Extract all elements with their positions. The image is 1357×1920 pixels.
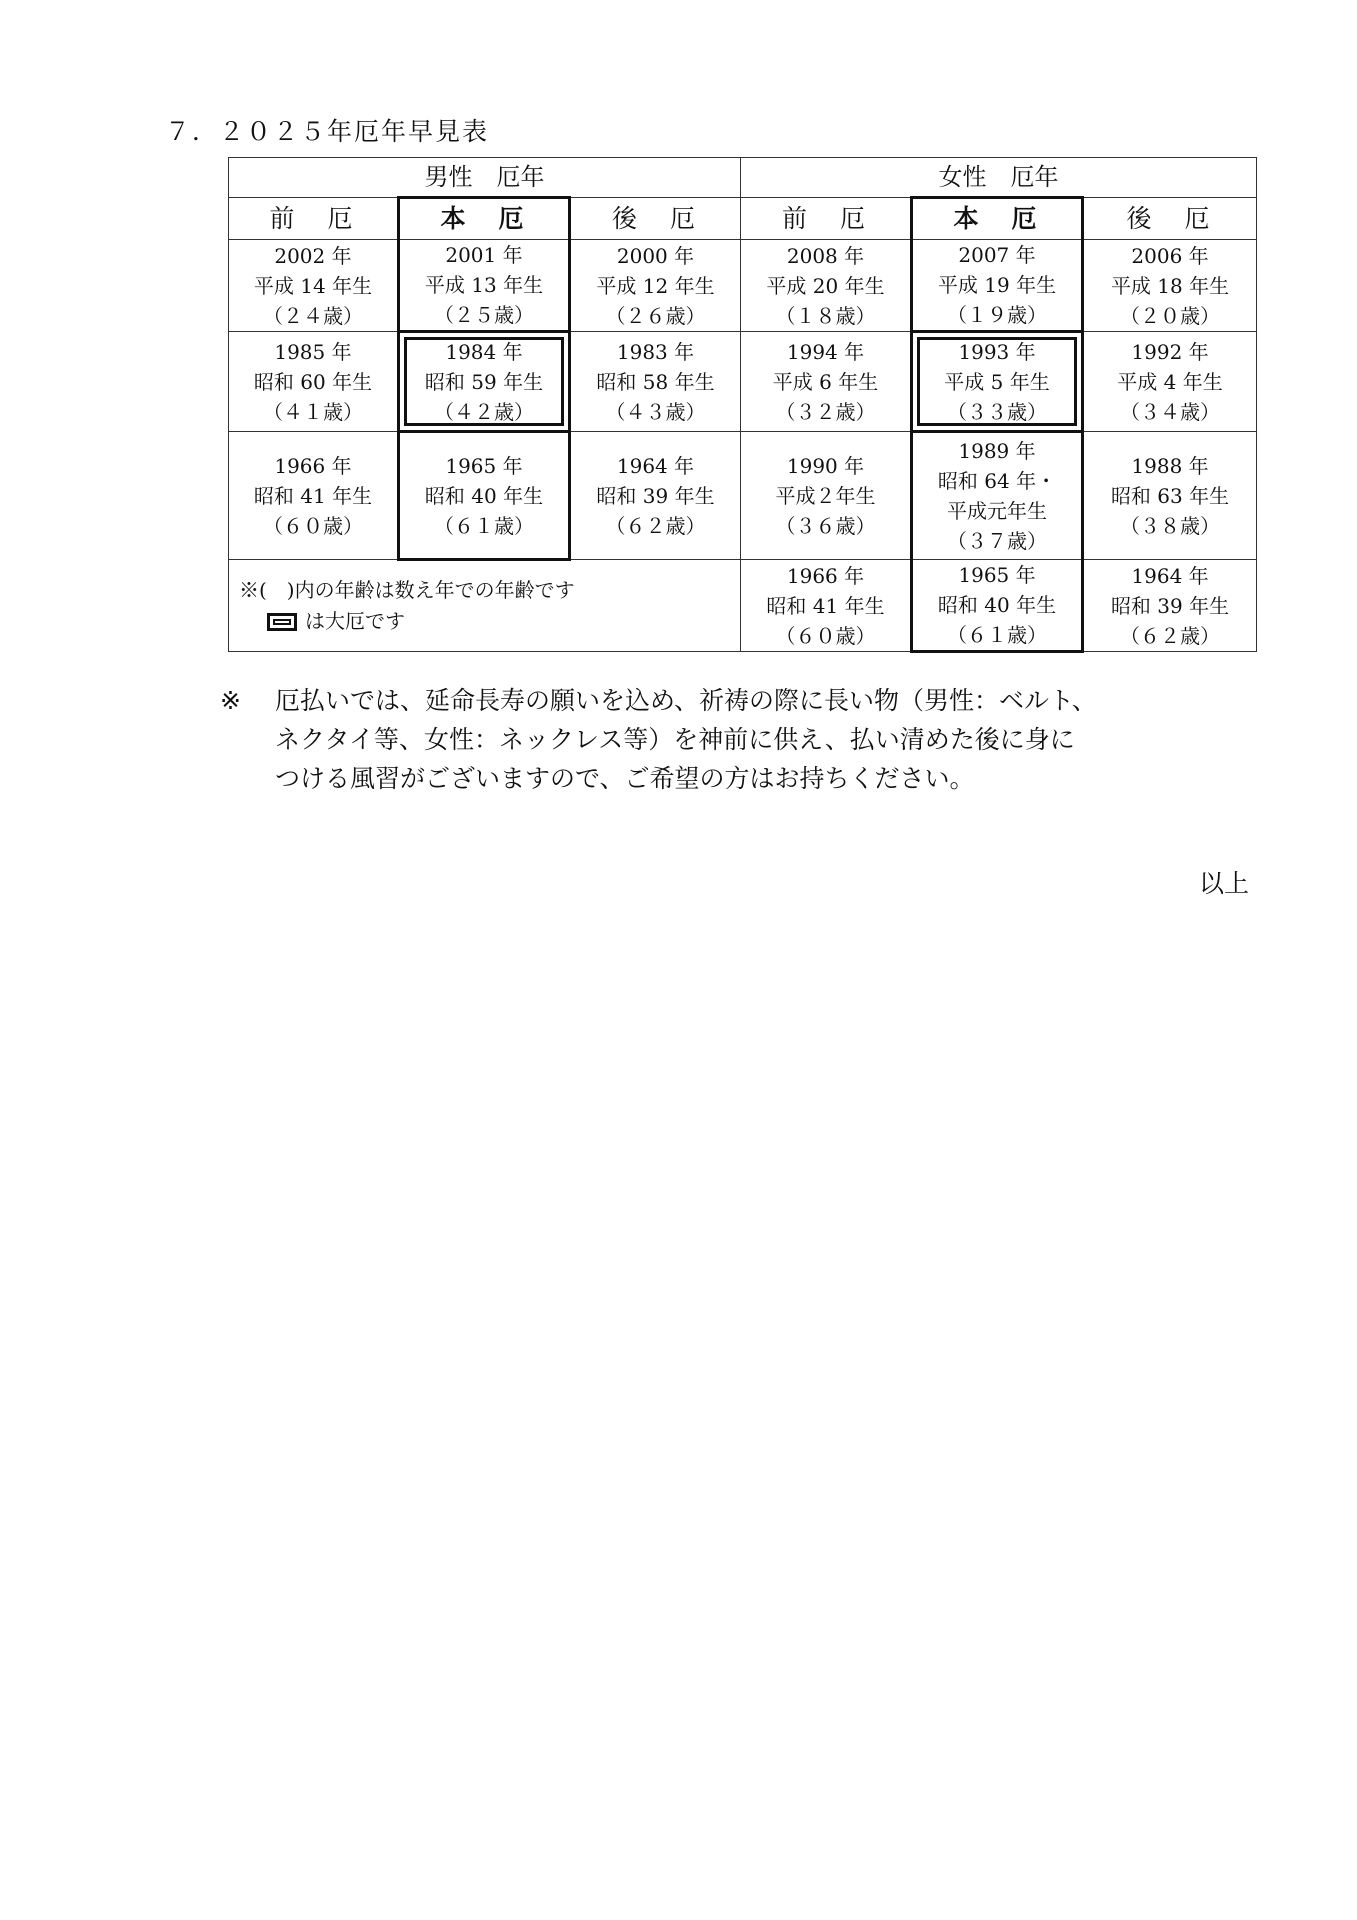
table-row [229,560,1257,652]
male-ato-yaku-label: 後 厄 [570,198,741,240]
table-cell: 2000 年 平成 12 年生 （２６歳） [570,240,741,332]
male-header: 男性 厄年 [229,158,741,198]
yakudoshi-table [228,157,1257,653]
table-cell: 1966 年 昭和 41 年生 （６０歳） [741,560,912,652]
table-cell: 1988 年 昭和 63 年生 （３８歳） [1083,432,1257,560]
table-cell: 2006 年 平成 18 年生 （２０歳） [1083,240,1257,332]
female-header: 女性 厄年 [741,158,1257,198]
table-row [229,332,1257,432]
taiyaku-cell: 1993 年 平成 5 年生 （３３歳） [912,332,1083,432]
female-mae-yaku-label: 前 厄 [741,198,912,240]
table-cell: 1965 年 昭和 40 年生 （６１歳） [399,432,570,560]
remark-line: ネクタイ等、女性：ネックレス等）を神前に供え、払い清めた後に身に [275,725,1075,754]
female-hon-yaku-label: 本 厄 [912,198,1083,240]
table-cell: 1964 年 昭和 39 年生 （６２歳） [570,432,741,560]
taiyaku-cell: 1984 年 昭和 59 年生 （４２歳） [399,332,570,432]
table-row [229,240,1257,332]
table-cell: 1983 年 昭和 58 年生 （４３歳） [570,332,741,432]
male-mae-yaku-label: 前 厄 [229,198,399,240]
table-cell: 1965 年 昭和 40 年生 （６１歳） [912,560,1083,652]
closing-text: 以上 [1199,869,1250,898]
note-age-explanation: ※( )内の年齢は数え年での年齢です [239,578,575,602]
male-hon-yaku-label: 本 厄 [399,198,570,240]
table-cell: 2002 年 平成 14 年生 （２４歳） [229,240,399,332]
remark-line: 厄払いでは、延命長寿の願いを込め、祈祷の際に長い物（男性：ベルト、 [275,686,1097,715]
table-cell: 2001 年 平成 13 年生 （２５歳） [399,240,570,332]
table-cell: 1994 年 平成 6 年生 （３２歳） [741,332,912,432]
table-cell: 1966 年 昭和 41 年生 （６０歳） [229,432,399,560]
female-ato-yaku-label: 後 厄 [1083,198,1257,240]
table-cell: 1990 年 平成２年生 （３６歳） [741,432,912,560]
table-note [229,560,741,652]
taiyaku-legend-icon [267,613,297,631]
table-cell: 1985 年 昭和 60 年生 （４１歳） [229,332,399,432]
table-row [229,432,1257,560]
page-heading: ７．２０２５年厄年早見表 [165,117,490,146]
table-cell: 1992 年 平成 4 年生 （３４歳） [1083,332,1257,432]
note-taiyaku-legend: は大厄です [305,609,405,633]
table-cell: 2007 年 平成 19 年生 （１９歳） [912,240,1083,332]
table-cell: 1989 年 昭和 64 年・ 平成元年生 （３７歳） [912,432,1083,560]
remark-line: つける風習がございますので、ご希望の方はお持ちください。 [275,764,975,793]
table-cell: 2008 年 平成 20 年生 （１８歳） [741,240,912,332]
table-cell: 1964 年 昭和 39 年生 （６２歳） [1083,560,1257,652]
remark-mark: ※ [220,686,241,715]
